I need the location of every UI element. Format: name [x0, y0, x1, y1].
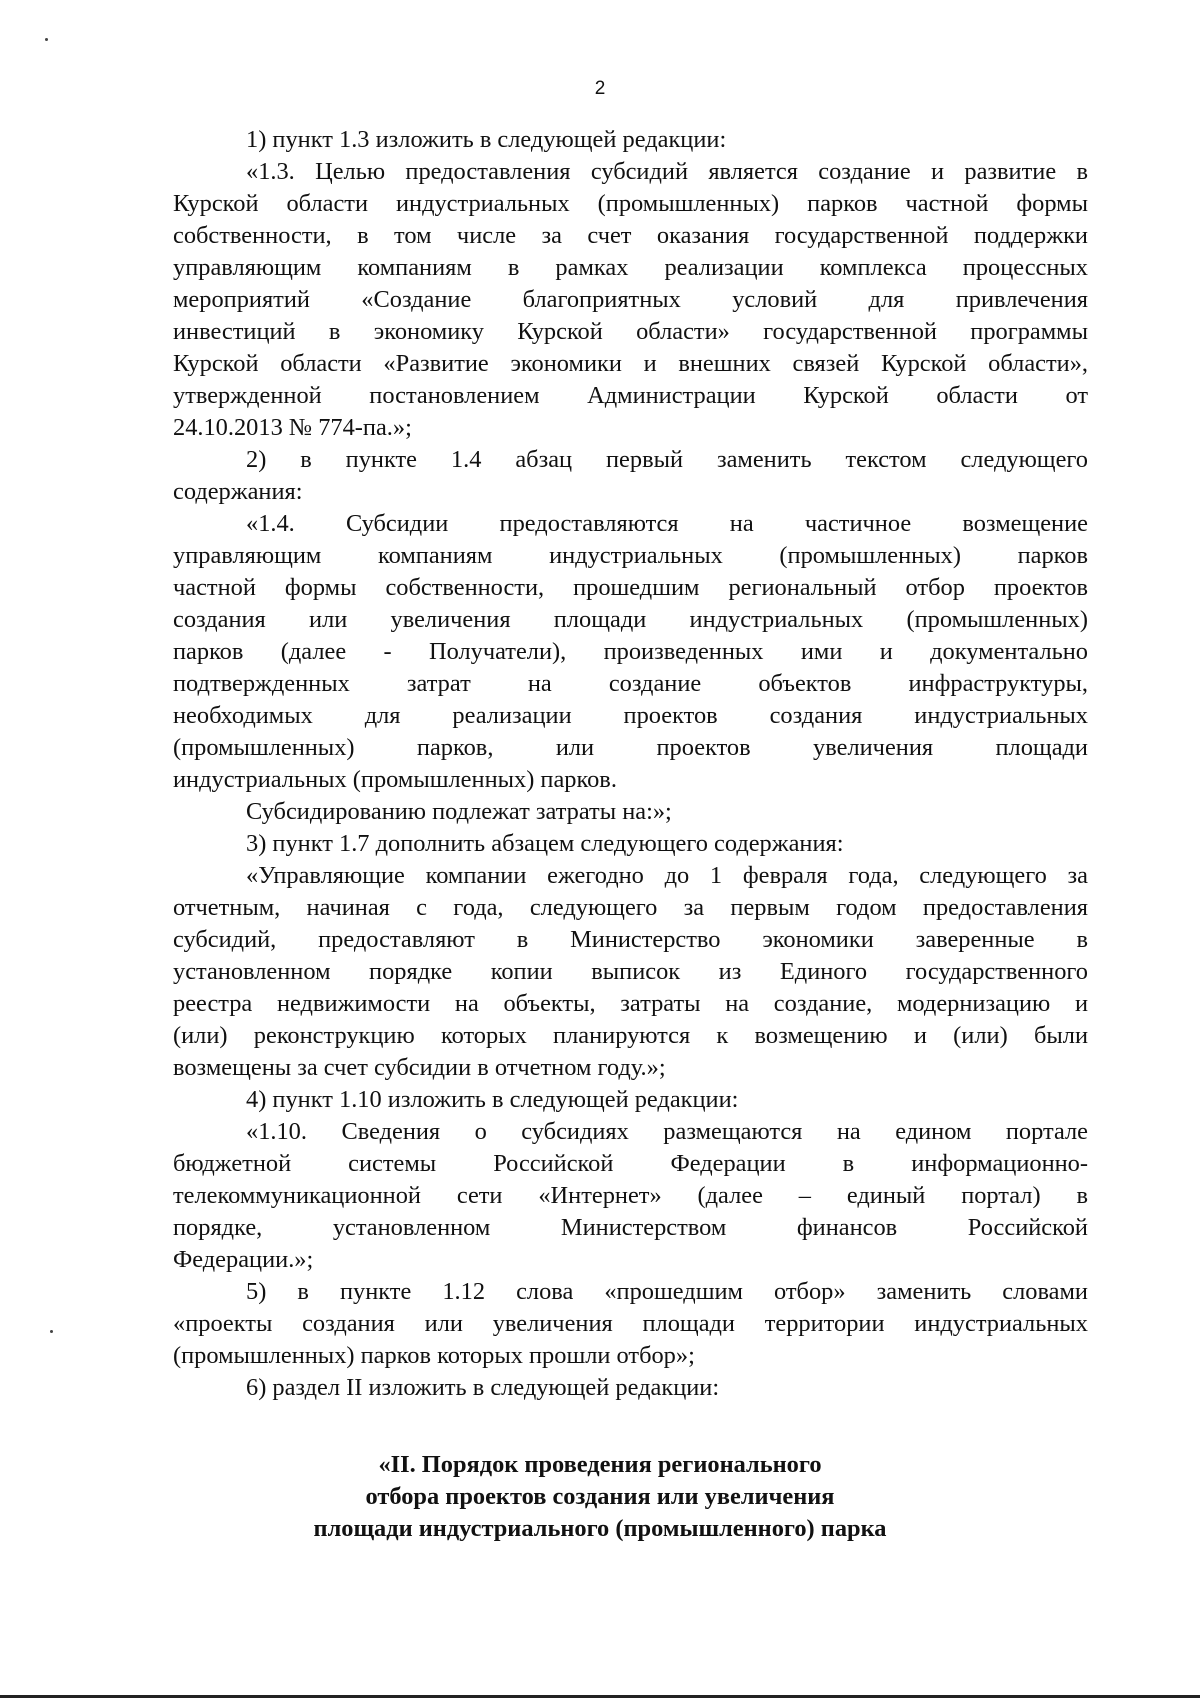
text-line: Федерации.»; [173, 1246, 314, 1273]
page-number: 2 [594, 78, 606, 99]
text-line: субсидий, предоставляют в Министерство экономики заверенные в [173, 926, 1088, 953]
text-line: бюджетной системы Российской Федерации в информационно- [173, 1150, 1088, 1177]
text-line: «1.10. Сведения о субсидиях размещаются на едином портале [246, 1118, 1088, 1145]
text-line: Курской области «Развитие экономики и внешних связей Курской области», [173, 350, 1088, 377]
section-heading-line: «II. Порядок проведения регионального [378, 1451, 822, 1478]
section-heading-line: площади индустриального (промышленного) парка [313, 1515, 887, 1542]
text-line: 3) пункт 1.7 дополнить абзацем следующего содержания: [246, 830, 844, 857]
text-line: 5) в пункте 1.12 слова «прошедшим отбор» заменить словами [246, 1278, 1088, 1305]
text-line: необходимых для реализации проектов создания индустриальных [173, 702, 1088, 729]
text-line: собственности, в том числе за счет оказания государственной поддержки [173, 222, 1088, 249]
text-line: создания или увеличения площади индустриальных (промышленных) [173, 606, 1088, 633]
scan-speck [50, 1330, 53, 1333]
text-line: телекоммуникационной сети «Интернет» (далее – единый портал) в [173, 1182, 1088, 1209]
text-line: установленном порядке копии выписок из Единого государственного [173, 958, 1088, 985]
text-line: 1) пункт 1.3 изложить в следующей редакции: [246, 126, 727, 153]
text-line: 6) раздел II изложить в следующей редакции: [246, 1374, 720, 1401]
scan-bottom-edge [0, 1695, 1200, 1698]
text-line: управляющим компаниям индустриальных (промышленных) парков [173, 542, 1088, 569]
text-line: управляющим компаниям в рамках реализации комплекса процессных [173, 254, 1088, 281]
text-line: отчетным, начиная с года, следующего за первым годом предоставления [173, 894, 1088, 921]
section-heading-line: отбора проектов создания или увеличения [365, 1483, 835, 1510]
text-line: утвержденной постановлением Администрации Курской области от [173, 382, 1088, 409]
text-line: «Управляющие компании ежегодно до 1 февраля года, следующего за [246, 862, 1088, 889]
scan-speck [45, 38, 48, 41]
text-line: парков (далее - Получатели), произведенных ими и документально [173, 638, 1088, 665]
text-line: реестра недвижимости на объекты, затраты на создание, модернизацию и [173, 990, 1088, 1017]
text-line: частной формы собственности, прошедшим региональный отбор проектов [173, 574, 1088, 601]
text-line: «1.3. Целью предоставления субсидий является создание и развитие в [246, 158, 1088, 185]
text-line: (промышленных) парков, или проектов увеличения площади [173, 734, 1088, 761]
text-line: Курской области индустриальных (промышленных) парков частной формы [173, 190, 1088, 217]
text-line: (или) реконструкцию которых планируются к возмещению и (или) были [173, 1022, 1088, 1049]
text-line: порядке, установленном Министерством финансов Российской [173, 1214, 1088, 1241]
text-line: возмещены за счет субсидии в отчетном году.»; [173, 1054, 666, 1081]
text-line: «1.4. Субсидии предоставляются на частичное возмещение [246, 510, 1088, 537]
text-line: 2) в пункте 1.4 абзац первый заменить текстом следующего [246, 446, 1088, 473]
text-line: индустриальных (промышленных) парков. [173, 766, 617, 793]
text-line: (промышленных) парков которых прошли отбор»; [173, 1342, 695, 1369]
text-line: подтвержденных затрат на создание объектов инфраструктуры, [173, 670, 1088, 697]
text-line: 4) пункт 1.10 изложить в следующей редакции: [246, 1086, 739, 1113]
text-line: мероприятий «Создание благоприятных условий для привлечения [173, 286, 1088, 313]
text-line: инвестиций в экономику Курской области» государственной программы [173, 318, 1088, 345]
text-line: «проекты создания или увеличения площади территории индустриальных [173, 1310, 1088, 1337]
text-line: 24.10.2013 № 774-па.»; [173, 414, 412, 441]
text-line: Субсидированию подлежат затраты на:»; [246, 798, 672, 825]
text-line: содержания: [173, 478, 303, 505]
